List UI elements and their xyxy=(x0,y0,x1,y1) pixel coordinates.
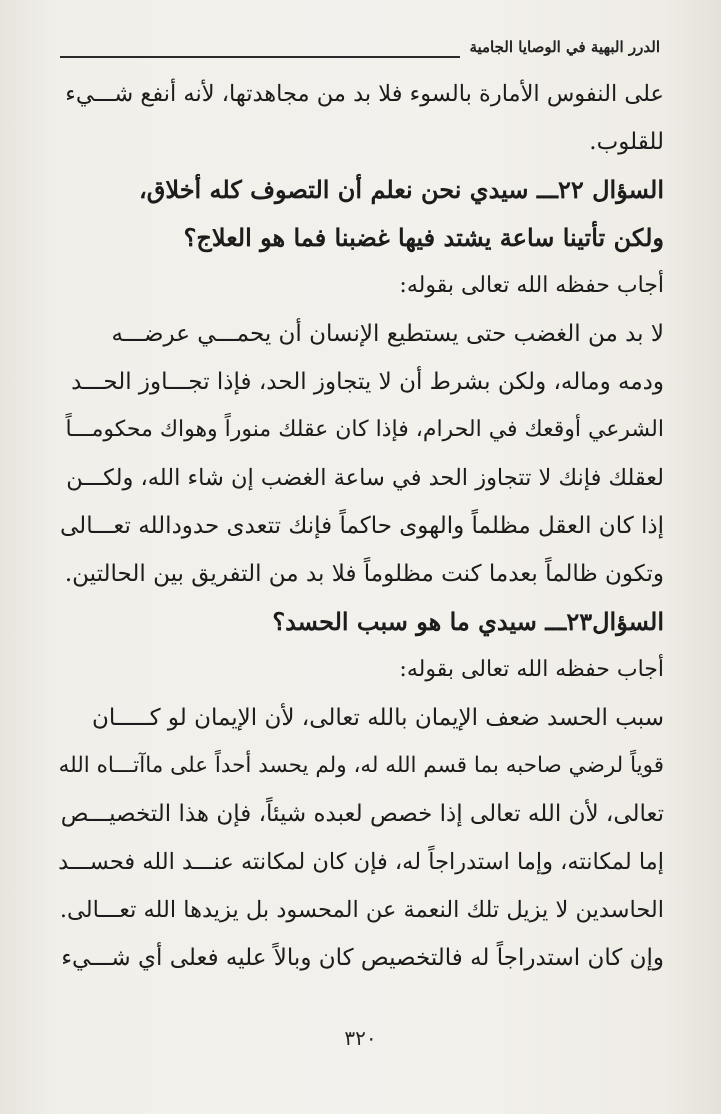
body-line: على النفوس الأمارة بالسوء فلا بد من مجاهدتها، لأنه أنفع شـــيء xyxy=(65,81,664,107)
question-heading: السؤال ٢٢ـــ سيدي نحن نعلم أن التصوف كله أخلاق، xyxy=(139,175,664,204)
body-line: قوياً لرضي صاحبه بما قسم الله له، ولم يحسد أحداً على ماآتـــاه الله xyxy=(58,753,664,778)
body-line: لعقلك فإنك لا تتجاوز الحد في ساعة الغضب إن شاء الله، ولكـــن xyxy=(66,465,664,491)
question-heading: السؤال٢٣ـــ سيدي ما هو سبب الحسد؟ xyxy=(272,607,664,636)
page-number: ٣٢٠ xyxy=(344,1026,377,1050)
body-line: إذا كان العقل مظلماً والهوى حاكماً فإنك تتعدى حدودالله تعـــالى xyxy=(60,513,664,539)
body-line: ودمه وماله، ولكن بشرط أن لا يتجاوز الحد، فإذا تجـــاوز الحـــد xyxy=(71,369,664,395)
header-rule xyxy=(60,56,460,58)
answer-intro: أجاب حفظه الله تعالى بقوله: xyxy=(399,273,664,298)
body-line: الحاسدين لا يزيل تلك النعمة عن المحسود بل يزيدها الله تعـــالى. xyxy=(59,897,664,923)
answer-intro: أجاب حفظه الله تعالى بقوله: xyxy=(399,657,664,682)
body-line: وتكون ظالماً بعدما كنت مظلوماً فلا بد من التفريق بين الحالتين. xyxy=(64,561,664,587)
body-line: تعالى، لأن الله تعالى إذا خصص لعبده شيئاً، فإن هذا التخصيـــص xyxy=(60,801,664,827)
body-line: لا بد من الغضب حتى يستطيع الإنسان أن يحمـــي عرضـــه xyxy=(111,321,664,347)
body-line: سبب الحسد ضعف الإيمان بالله تعالى، لأن الإيمان لو كـــــان xyxy=(92,705,664,731)
body-line: وإن كان استدراجاً له فالتخصيص كان وبالاً عليه فعلى أي شـــيء xyxy=(61,945,664,971)
body-line: للقلوب. xyxy=(589,129,664,155)
header-title: الدرر البهية في الوصايا الجامية xyxy=(469,38,660,56)
running-header xyxy=(60,38,660,64)
page-content xyxy=(56,70,664,982)
question-heading: ولكن تأتينا ساعة يشتد فيها غضبنا فما هو العلاج؟ xyxy=(183,223,664,252)
body-line: الشرعي أوقعك في الحرام، فإذا كان عقلك منوراً وهواك محكومـــاً xyxy=(65,417,664,442)
body-line: إما لمكانته، وإما استدراجاً له، فإن كان لمكانته عنـــد الله فحســـد xyxy=(58,849,664,875)
